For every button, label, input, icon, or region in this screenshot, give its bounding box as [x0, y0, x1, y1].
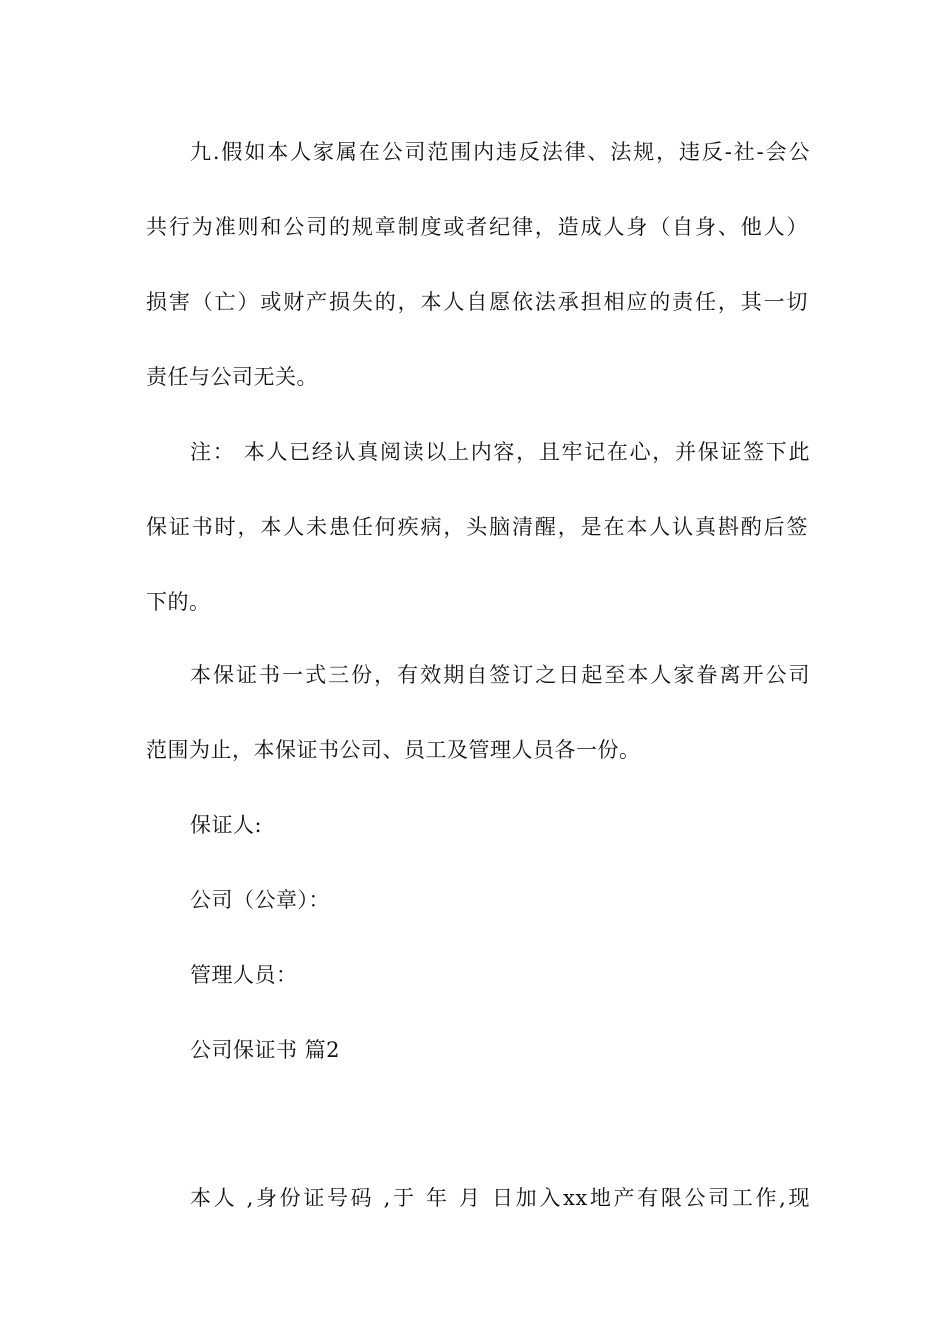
final-line: 本人 ,身份证号码 ,于 年 月 日加入xx地产有限公司工作,现: [190, 1186, 810, 1210]
para9-line-1: 九.假如本人家属在公司范围内违反法律、法规，违反-社-会公: [190, 140, 810, 164]
para9-line-4: 责任与公司无关。: [146, 365, 318, 389]
manager-label: 管理人员：: [190, 963, 298, 987]
company-seal-label: 公司（公章）：: [190, 888, 330, 912]
section-title: 公司保证书 篇2: [190, 1038, 341, 1062]
para9-line-3: 损害（亡）或财产损失的，本人自愿依法承担相应的责任，其一切: [146, 290, 808, 314]
validity-line-1: 本保证书一式三份，有效期自签订之日起至本人家眷离开公司: [190, 663, 810, 687]
note-line-3: 下的。: [146, 590, 211, 614]
note-line-2: 保证书时，本人未患任何疾病，头脑清醒，是在本人认真斟酌后签: [146, 515, 808, 539]
para9-line-2: 共行为准则和公司的规章制度或者纪律，造成人身（自身、他人）: [146, 215, 808, 239]
guarantor-label: 保证人:: [190, 813, 263, 837]
note-line-1: 注： 本人已经认真阅读以上内容，且牢记在心，并保证签下此: [190, 440, 810, 464]
validity-line-2: 范围为止，本保证书公司、员工及管理人员各一份。: [146, 738, 641, 762]
